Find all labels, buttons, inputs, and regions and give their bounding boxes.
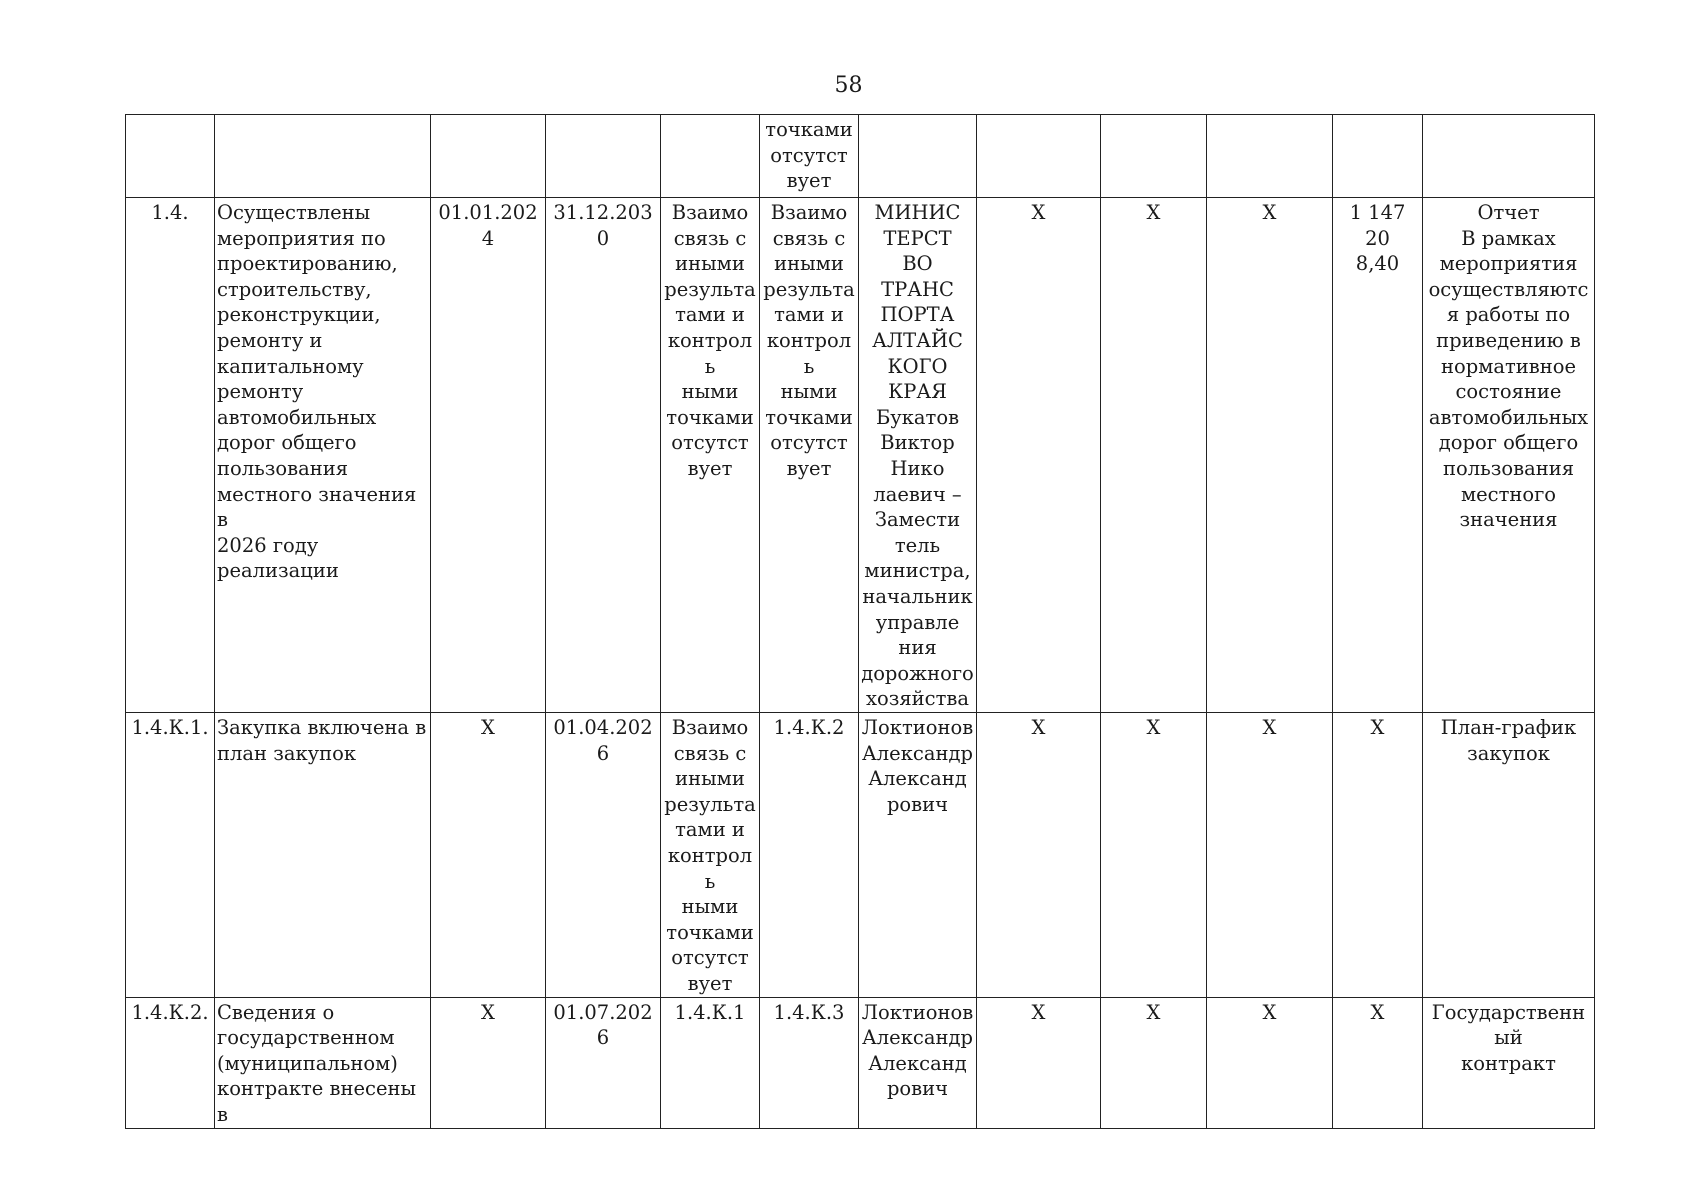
value-cell-2 [1101,115,1207,198]
value-cell-2: X [1101,713,1207,998]
document-cell: Отчет В рамках мероприятия осуществляютс я работы по приведению в нормативное состояние автомобильных дорог общего пользования местного значения [1423,198,1595,713]
responsible-cell: МИНИС ТЕРСТ ВО ТРАНС ПОРТА АЛТАЙС КОГО КРАЯ Букатов Виктор Нико лаевич – Замести тель министра, начальник управле ния дорожного хозяйства [859,198,977,713]
start-date-cell: 01.01.2024 [431,198,546,713]
end-date-cell [546,115,661,198]
table-row [126,115,1595,198]
value-cell-3 [1207,115,1333,198]
document-cell: План-график закупок [1423,713,1595,998]
result-name-cell: Сведения о государственном (муниципальном) контракте внесены в [215,997,431,1128]
document-cell: Государственный контракт [1423,997,1595,1128]
successor-cell: Взаимо связь с иными результа тами и контроль ными точками отсутст вует [760,198,859,713]
document-cell [1423,115,1595,198]
result-name-cell: Осуществлены мероприятия по проектированию, строительству, реконструкции, ремонту и капитальному ремонту автомобильных дорог общего пользования местного значения в 2026 году реализации [215,198,431,713]
responsible-cell [859,115,977,198]
start-date-cell [431,115,546,198]
successor-cell: точками отсутст вует [760,115,859,198]
value-cell-3: X [1207,198,1333,713]
end-date-cell: 01.07.2026 [546,997,661,1128]
table-row [126,713,1595,998]
predecessor-cell: 1.4.К.1 [661,997,760,1128]
value-cell-3: X [1207,997,1333,1128]
amount-cell: X [1333,997,1423,1128]
amount-cell [1333,115,1423,198]
value-cell-2: X [1101,198,1207,713]
table-row [126,997,1595,1128]
end-date-cell: 31.12.2030 [546,198,661,713]
row-number-cell: 1.4. [126,198,215,713]
result-name-cell: Закупка включена в план закупок [215,713,431,998]
table-row [126,198,1595,713]
value-cell-1: X [977,713,1101,998]
result-name-cell [215,115,431,198]
responsible-cell: Локтионов Александр Александ рович [859,997,977,1128]
predecessor-cell: Взаимо связь с иными результа тами и контроль ными точками отсутст вует [661,713,760,998]
predecessor-cell [661,115,760,198]
amount-cell: X [1333,713,1423,998]
value-cell-1: X [977,198,1101,713]
page-number: 58 [834,73,863,98]
row-number-cell [126,115,215,198]
predecessor-cell: Взаимо связь с иными результа тами и контроль ными точками отсутст вует [661,198,760,713]
amount-cell: 1 147 20 8,40 [1333,198,1423,713]
results-table [125,114,1595,1129]
row-number-cell: 1.4.К.2. [126,997,215,1128]
successor-cell: 1.4.К.2 [760,713,859,998]
value-cell-3: X [1207,713,1333,998]
value-cell-2: X [1101,997,1207,1128]
value-cell-1: X [977,997,1101,1128]
row-number-cell: 1.4.К.1. [126,713,215,998]
responsible-cell: Локтионов Александр Александ рович [859,713,977,998]
end-date-cell: 01.04.2026 [546,713,661,998]
start-date-cell: X [431,997,546,1128]
value-cell-1 [977,115,1101,198]
start-date-cell: X [431,713,546,998]
successor-cell: 1.4.К.3 [760,997,859,1128]
